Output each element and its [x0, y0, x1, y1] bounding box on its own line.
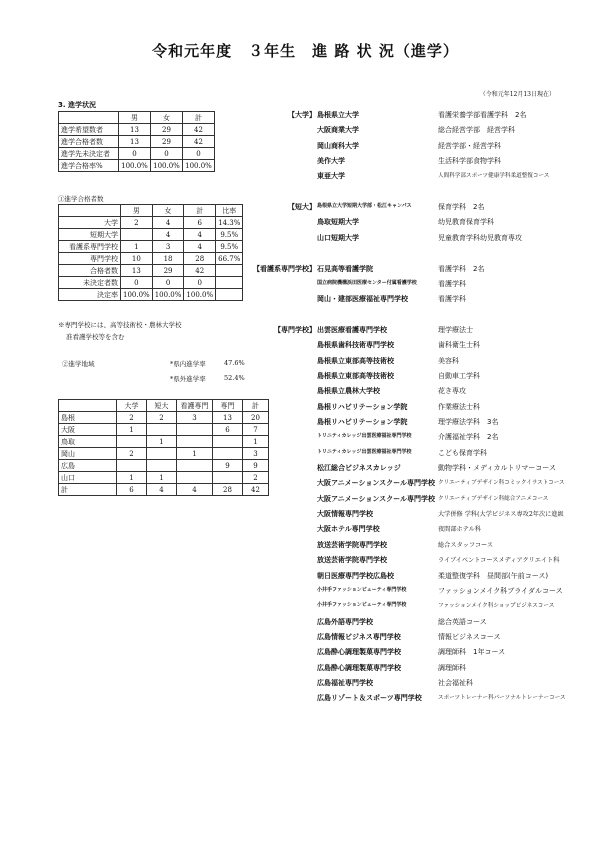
- date-note: （令和元年12月13日現在）: [479, 91, 555, 98]
- school-name: 小井手ファッションビューティ専門学校: [317, 602, 407, 609]
- school-name: 出雲医療看護専門学校: [317, 325, 387, 334]
- value-cell: 3: [243, 448, 269, 460]
- in-pref-label: *県内進学率: [170, 360, 206, 368]
- row-label-cell: 計: [59, 484, 117, 496]
- value-cell: 0: [183, 148, 215, 160]
- value-cell: 0: [119, 148, 151, 160]
- value-cell: 13: [119, 124, 151, 136]
- value-cell: 29: [152, 265, 184, 277]
- row-label-cell: 広島: [59, 460, 117, 472]
- region-label: ②進学地域: [62, 360, 95, 368]
- value-cell: 9: [243, 460, 269, 472]
- school-name: 島根リハビリテーション学院: [317, 402, 408, 411]
- department-name: 柔道整復学科 昼間部(午前コース): [438, 571, 549, 580]
- value-cell: 28: [213, 484, 243, 496]
- header-cell: [59, 112, 119, 124]
- value-cell: 13: [119, 136, 151, 148]
- value-cell: 1: [147, 436, 177, 448]
- school-name: 広島リゾート＆スポーツ専門学校: [317, 694, 422, 703]
- value-cell: 4: [152, 217, 184, 229]
- department-name: 動物学科・メディカルトリマーコース: [438, 464, 556, 473]
- department-name: 理学療法学科 3名: [438, 418, 499, 426]
- value-cell: 6: [117, 484, 147, 496]
- value-cell: [213, 472, 243, 484]
- admission-summary-table: [58, 111, 215, 172]
- value-cell: [216, 277, 243, 289]
- value-cell: 0: [152, 277, 184, 289]
- row-label-cell: 鳥取: [59, 436, 117, 448]
- value-cell: 1: [121, 241, 153, 253]
- department-name: 理学療法士: [438, 325, 473, 334]
- value-cell: 1: [177, 448, 213, 460]
- department-name: ファッションメイク科ショップビジネスコース: [438, 603, 555, 610]
- table-row: [59, 424, 269, 436]
- department-name: 看護栄養学部看護学科 2名: [438, 111, 527, 119]
- value-cell: 4: [177, 484, 213, 496]
- department-name: 児童教育学科幼児教育専攻: [438, 233, 522, 242]
- t2-note-1: ※専門学校には、高等技術校・農林大学校: [58, 321, 182, 329]
- school-name: 島根県立農林大学校: [317, 387, 380, 396]
- header-cell: 男: [119, 112, 151, 124]
- header-cell: 専門: [213, 400, 243, 412]
- value-cell: 13: [213, 412, 243, 424]
- value-cell: 1: [117, 424, 147, 436]
- value-cell: [177, 460, 213, 472]
- department-name: クリエーティブデザイン科総合アニメコース: [438, 495, 549, 502]
- school-name: 大阪アニメーションスクール専門学校: [317, 479, 436, 488]
- row-label-cell: 決定率: [59, 289, 121, 301]
- out-pref-value: 52.4%: [224, 374, 245, 382]
- row-label-cell: 島根: [59, 412, 117, 424]
- school-name: 朝日医療専門学校広島校: [317, 571, 394, 580]
- value-cell: 42: [183, 136, 215, 148]
- school-name: 石見高等看護学院: [317, 264, 373, 273]
- value-cell: 29: [151, 136, 183, 148]
- department-name: 看護学科 2名: [438, 264, 485, 273]
- school-name: 鳥取短期大学: [317, 218, 359, 227]
- in-pref-value: 47.6%: [224, 359, 245, 367]
- value-cell: 0: [184, 277, 216, 289]
- department-name: 幼児教育保育学科: [438, 218, 494, 227]
- table-row: [59, 160, 215, 172]
- school-name: 松江総合ビジネスカレッジ: [317, 464, 401, 473]
- value-cell: 6: [184, 217, 216, 229]
- value-cell: 2: [121, 217, 153, 229]
- department-name: クリエーティブデザイン科コミックイラストコース: [438, 480, 565, 487]
- header-cell: 計: [184, 205, 216, 217]
- value-cell: 42: [243, 484, 269, 496]
- section-title: 3. 進学状況: [58, 101, 96, 109]
- value-cell: [213, 448, 243, 460]
- department-name: 介護福祉学科 2名: [438, 433, 499, 442]
- department-name: 夜間部ホテル科: [438, 526, 482, 534]
- value-cell: 29: [151, 124, 183, 136]
- value-cell: 100.0%: [151, 160, 183, 172]
- out-pref-label: *県外進学率: [170, 375, 206, 383]
- school-name: 放送芸術学院専門学校: [317, 540, 387, 549]
- value-cell: 28: [184, 253, 216, 265]
- school-name: 島根県立東部高等技術校: [317, 356, 394, 365]
- school-name: 国立病院機構浜田医療センター付属看護学校: [317, 279, 417, 286]
- row-label-cell: 進学先未決定者: [59, 148, 119, 160]
- table-header-row: [59, 400, 269, 412]
- value-cell: 2: [243, 472, 269, 484]
- department-name: 総合英語コース: [438, 617, 487, 626]
- school-name: 広島酔心調理製菓専門学校: [317, 663, 401, 672]
- table-row: [59, 241, 243, 253]
- department-name: ファッションメイク科ブライダルコース: [438, 586, 563, 595]
- school-name: 島根県立東部高等技術校: [317, 371, 394, 380]
- school-name: 大阪商業大学: [317, 126, 359, 135]
- value-cell: 18: [152, 253, 184, 265]
- value-cell: 9.5%: [216, 229, 243, 241]
- table-row: [59, 472, 269, 484]
- category-label: 【看護系専門学校】: [253, 264, 316, 273]
- value-cell: 13: [121, 265, 153, 277]
- row-label-cell: 岡山: [59, 448, 117, 460]
- row-label-cell: 進学希望数者: [59, 124, 119, 136]
- row-label-cell: 専門学校: [59, 253, 121, 265]
- department-name: 総合スタッフコース: [438, 541, 494, 549]
- table-row: [59, 253, 243, 265]
- region-table: [58, 399, 269, 496]
- school-name: 大阪情報専門学校: [317, 510, 373, 519]
- header-cell: [59, 400, 117, 412]
- table-row: [59, 289, 243, 301]
- department-name: 歯科衛生士科: [438, 341, 480, 350]
- page-title: 令和元年度 ３年生 進 路 状 況（進学）: [152, 42, 459, 60]
- value-cell: [121, 229, 153, 241]
- school-name: 島根県歯科技術専門学校: [317, 341, 394, 350]
- value-cell: [147, 448, 177, 460]
- value-cell: 42: [184, 265, 216, 277]
- value-cell: 3: [152, 241, 184, 253]
- value-cell: 2: [117, 412, 147, 424]
- school-name: 広島福祉専門学校: [317, 678, 373, 687]
- school-name: 島根リハビリテーション学院: [317, 418, 408, 426]
- value-cell: 100.0%: [184, 289, 216, 301]
- table-row: [59, 460, 269, 472]
- school-name: 小井手ファッションビューティ専門学校: [317, 586, 407, 593]
- value-cell: [147, 460, 177, 472]
- table-row: [59, 136, 215, 148]
- value-cell: 4: [152, 229, 184, 241]
- value-cell: 100.0%: [152, 289, 184, 301]
- row-label-cell: 進学合格者数: [59, 136, 119, 148]
- value-cell: 42: [183, 124, 215, 136]
- value-cell: 3: [177, 412, 213, 424]
- department-name: 調理師科 1年コース: [438, 648, 506, 657]
- header-cell: 男: [121, 205, 153, 217]
- table-row: [59, 229, 243, 241]
- header-cell: 計: [183, 112, 215, 124]
- school-name: 島根県立大学短期大学部・松江キャンパス: [317, 203, 412, 210]
- value-cell: 100.0%: [121, 289, 153, 301]
- department-name: 生活科学部食物学科: [438, 157, 501, 166]
- department-name: 花き専攻: [438, 387, 466, 396]
- value-cell: 100.0%: [183, 160, 215, 172]
- value-cell: [213, 436, 243, 448]
- header-cell: 看護専門: [177, 400, 213, 412]
- value-cell: 1: [147, 472, 177, 484]
- department-name: スポーツトレーナー科パーソナルトレーナーコース: [438, 695, 566, 702]
- department-name: 大学併修 学科(大学ビジネス専攻2年次に進級: [438, 511, 564, 519]
- value-cell: 9: [213, 460, 243, 472]
- category-label: 【専門学校】: [274, 325, 316, 334]
- school-name: 美作大学: [317, 157, 345, 166]
- value-cell: 4: [184, 229, 216, 241]
- header-cell: 比率: [216, 205, 243, 217]
- school-name: 広島酔心調理製菓専門学校: [317, 648, 401, 657]
- school-name: 山口短期大学: [317, 233, 359, 242]
- row-label-cell: 未決定者数: [59, 277, 121, 289]
- value-cell: 2: [117, 448, 147, 460]
- table-row: [59, 412, 269, 424]
- t2-note-2: 准看護学校等を含む: [66, 333, 125, 341]
- value-cell: 1: [243, 436, 269, 448]
- value-cell: 9.5%: [216, 241, 243, 253]
- value-cell: 66.7%: [216, 253, 243, 265]
- department-name: 社会福祉科: [438, 678, 473, 687]
- table-header-row: [59, 112, 215, 124]
- school-name: 岡山・建部医療福祉専門学校: [317, 295, 408, 304]
- value-cell: [177, 472, 213, 484]
- admission-count-table: [58, 204, 243, 301]
- value-cell: 4: [147, 484, 177, 496]
- category-label: 【短大】: [288, 203, 316, 212]
- value-cell: 100.0%: [119, 160, 151, 172]
- school-name: トリニティカレッジ出雲医療福祉専門学校: [317, 448, 412, 455]
- value-cell: 20: [243, 412, 269, 424]
- school-name: 東亜大学: [317, 172, 345, 181]
- value-cell: 1: [117, 472, 147, 484]
- row-label-cell: 看護系専門学校: [59, 241, 121, 253]
- value-cell: 2: [147, 412, 177, 424]
- row-label-cell: 大阪: [59, 424, 117, 436]
- school-name: トリニティカレッジ出雲医療福祉専門学校: [317, 433, 412, 440]
- value-cell: 4: [184, 241, 216, 253]
- table-row: [59, 148, 215, 160]
- row-label-cell: 進学合格率%: [59, 160, 119, 172]
- department-name: 看護学科: [438, 279, 466, 288]
- t2-caption: ①進学合格者数: [58, 195, 104, 203]
- department-name: こども保育学科: [438, 448, 487, 457]
- row-label-cell: 大学: [59, 217, 121, 229]
- header-cell: 短大: [147, 400, 177, 412]
- value-cell: 7: [243, 424, 269, 436]
- header-cell: 女: [152, 205, 184, 217]
- department-name: 情報ビジネスコース: [438, 632, 501, 641]
- row-label-cell: 山口: [59, 472, 117, 484]
- table-row: [59, 484, 269, 496]
- school-name: 岡山商科大学: [317, 141, 359, 150]
- department-name: 調理師科: [438, 663, 466, 672]
- value-cell: [117, 460, 147, 472]
- table-row: [59, 265, 243, 277]
- school-name: 広島外語専門学校: [317, 617, 373, 626]
- table-row: [59, 448, 269, 460]
- department-name: 看護学科: [438, 295, 466, 304]
- value-cell: 14.3%: [216, 217, 243, 229]
- value-cell: [117, 436, 147, 448]
- value-cell: 0: [121, 277, 153, 289]
- value-cell: [177, 424, 213, 436]
- header-cell: [59, 205, 121, 217]
- value-cell: [216, 289, 243, 301]
- school-name: 島根県立大学: [317, 111, 359, 119]
- department-name: ライブイベントコースメディアクリエイト科: [438, 557, 560, 565]
- row-label-cell: 短期大学: [59, 229, 121, 241]
- school-name: 広島情報ビジネス専門学校: [317, 632, 401, 641]
- value-cell: 0: [151, 148, 183, 160]
- table-row: [59, 124, 215, 136]
- department-name: 経営学部・経営学科: [438, 141, 501, 150]
- school-name: 大阪アニメーションスクール専門学校: [317, 494, 436, 503]
- department-name: 人間科学部スポーツ健康学科柔道整復コース: [438, 173, 550, 180]
- table-row: [59, 217, 243, 229]
- value-cell: [147, 424, 177, 436]
- school-name: 大阪ホテル専門学校: [317, 525, 380, 534]
- table-row: [59, 277, 243, 289]
- department-name: 作業療法士科: [438, 402, 480, 411]
- department-name: 自動車工学科: [438, 371, 480, 380]
- row-label-cell: 合格者数: [59, 265, 121, 277]
- school-name: 放送芸術学院専門学校: [317, 556, 387, 565]
- value-cell: 10: [121, 253, 153, 265]
- department-name: 美容科: [438, 356, 459, 365]
- header-cell: 女: [151, 112, 183, 124]
- department-name: 保育学科 2名: [438, 203, 485, 212]
- value-cell: [177, 436, 213, 448]
- table-row: [59, 436, 269, 448]
- header-cell: 大学: [117, 400, 147, 412]
- header-cell: 計: [243, 400, 269, 412]
- table-header-row: [59, 205, 243, 217]
- department-name: 総合経営学部 経営学科: [438, 126, 515, 135]
- category-label: 【大学】: [288, 111, 316, 119]
- value-cell: 6: [213, 424, 243, 436]
